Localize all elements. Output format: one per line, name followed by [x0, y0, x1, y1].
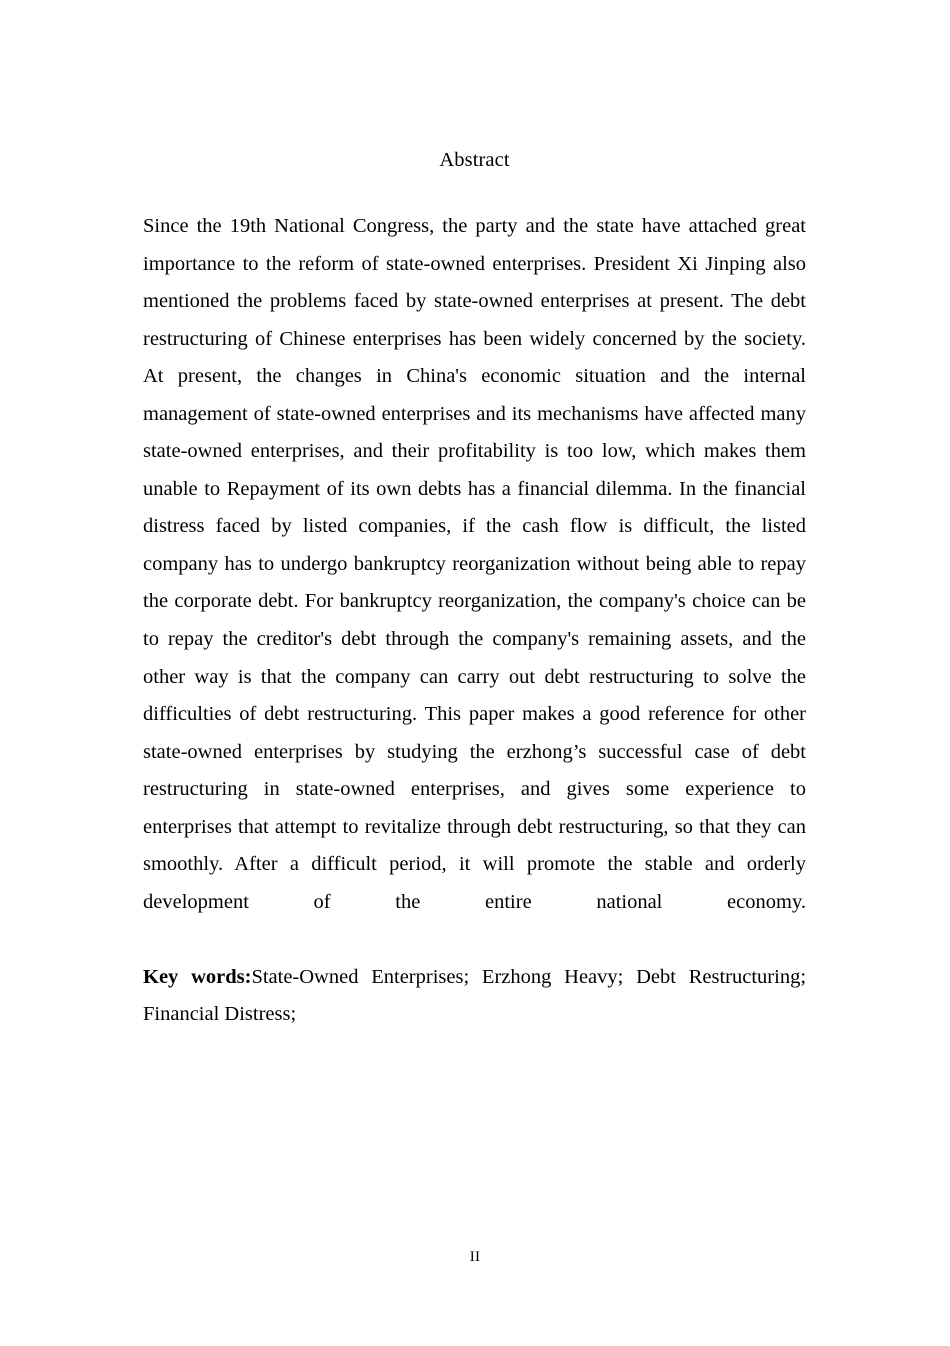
keywords-paragraph	[143, 959, 806, 1034]
keywords-value: State-Owned Enterprises; Erzhong Heavy; Debt Restructuring; Financial Distress;	[143, 965, 807, 1026]
abstract-body	[143, 208, 806, 1034]
abstract-paragraph: Since the 19th National Congress, the party and the state have attached great importance to the reform of state-owned enterprises. President Xi Jinping also mentioned the problems faced by state-owned enterprises at present. The debt restructuring of Chinese enterprises has been widely concerned by the society. At present, the changes in China's economic situation and the internal management of state-owned enterprises and its mechanisms have affected many state-owned enterprises, and their profitability is too low, which makes them unable to Repayment of its own debts has a financial dilemma. In the financial distress faced by listed companies, if the cash flow is difficult, the listed company has to undergo bankruptcy reorganization without being able to repay the corporate debt. For bankruptcy reorganization, the company's choice can be to repay the creditor's debt through the company's remaining assets, and the other way is that the company can carry out debt restructuring to solve the difficulties of debt restructuring. This paper makes a good reference for other state-owned enterprises by studying the erzhong’s successful case of debt restructuring in state-owned enterprises, and gives some experience to enterprises that attempt to revitalize through debt restructuring, so that they can smoothly. After a difficult period, it will promote the stable and orderly development of the entire national economy.	[143, 215, 806, 913]
page-number: II	[469, 1249, 481, 1265]
keywords-label: Key words:	[143, 965, 252, 988]
page-title: Abstract	[439, 149, 510, 171]
